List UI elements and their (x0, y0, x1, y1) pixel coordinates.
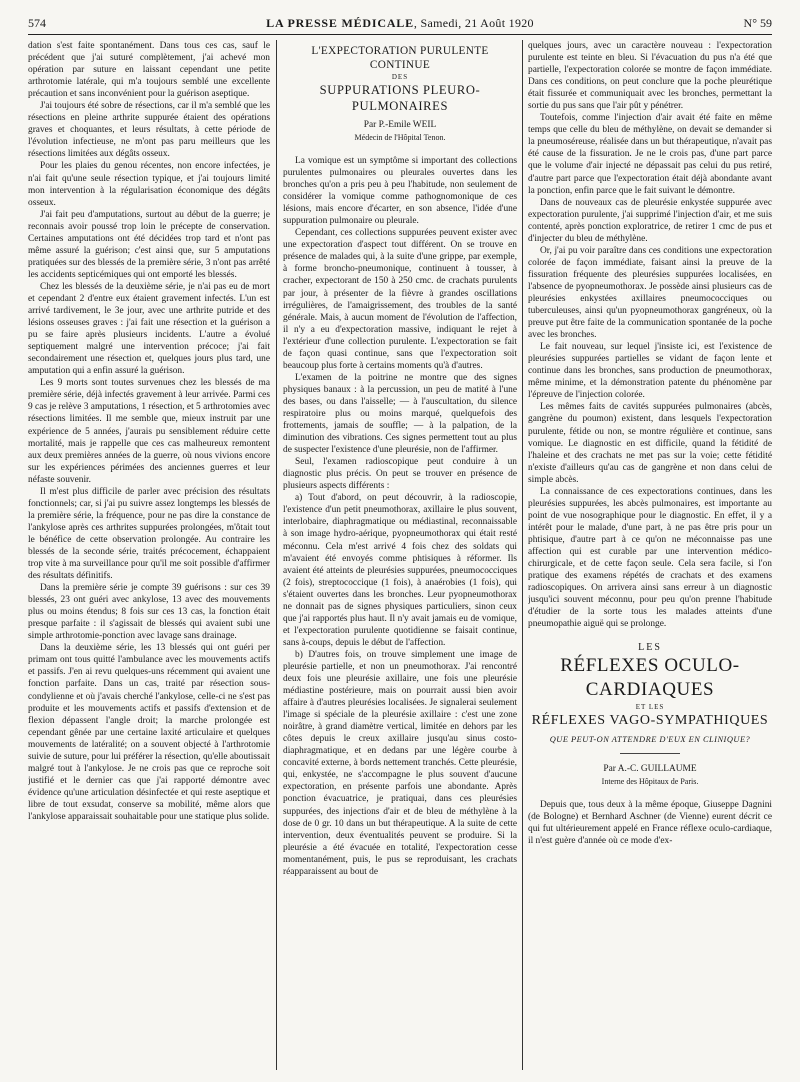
paragraph: Les mêmes faits de cavités suppurées pulmonaires (abcès, gangrène du poumon) existent, dans lesquels l'expectoration purulente, fétide ou non, se montre régulière et continue, sans vomique. Le diagnostic en est difficile, quand la fétidité de l'haleine et des crachats ne met pas sur la voie; cette fétidité n'existe d'ailleurs qu'au cas de gangrène et non dans celui de simple abcès. (528, 402, 772, 485)
paragraph: Les 9 morts sont toutes survenues chez les blessés de ma première série, déjà infectés gravement à leur arrivée. Parmi ces 9 cas je relève 3 amputations, 1 résection, et 5 arthrotomies avec résections limitées. Il me semble que, mieux instruit par une expérience de 5 années, j'aurais pu sensiblement réduire cette mortalité, mais je rappelle que ces cas malheureux remontent aux deux premières années de la guerre, où nous vivions encore sur les expériences périmées des anciennes guerres et leur néfaste souvenir. (28, 378, 270, 485)
paragraph: Cependant, ces collections suppurées peuvent exister avec une expectoration d'aspect tout différent. On se trouve en présence de malades qui, à la suite d'une grippe, par exemple, à forme broncho-pneumonique, continuent à tousser, à cracher, expectorant de 150 à 250 cmc. de crachats purulents par jour, à présenter de la fièvre à grandes oscillations irrégulières, de l'amaigrissement, des troubles de la santé générale. Mais, à aucun moment de l'évolution de l'affection, il n'y a eu d'expectoration massive, indiquant le rejet à l'extérieur d'une collection purulente. L'expectoration se fait de façon quasi continue, sans que l'expectoration soit beaucoup plus forte à certains moments qu'à d'autres. (283, 228, 517, 371)
article-author: Par A.-C. GUILLAUME (603, 764, 697, 775)
article-title: RÉFLEXES OCULO-CARDIAQUES (560, 655, 740, 701)
running-title (28, 14, 772, 32)
page-number: 574 (28, 16, 46, 30)
paragraph: Or, j'ai pu voir paraître dans ces conditions une expectoration colorée de façon immédiate, faisant ainsi la preuve de la fissuration fréquente des pleurésies suppurées localisées, en l'absence de pyopneumothorax. Je possède ainsi plusieurs cas de pleurésies enkystées axillaires pneumococciques ou tuberculeuses, ainsi qu'un pyopneumothorax gangréneux, où la preuve put être faite de la communication spontanée de la poche avec les bronches. (528, 245, 772, 341)
paragraph: Dans la première série je compte 39 guérisons : sur ces 39 blessés, 23 ont guéri avec ankylose, 13 avec des mouvements plus ou moins étendus; 8 fois sur ces 13 cas, la fonction était presque parfaite : il s'agissait de blessés qui avaient subi une simple arthrotomie-ponction avec lavage sans drainage. (28, 583, 270, 642)
paragraph: Il m'est plus difficile de parler avec précision des résultats fonctionnels; car, si j'ai pu suivre assez longtemps les blessés de la première série, la fréquence, pour ne pas dire la constance de l'ankylose après ces arthrites suppurées prolongées, m'ôtait tout le bénéfice de cette observation prolongée. Au contraire les blessés de la seconde série, traités précocement, échappaient trop vite à ma surveillance pour qu'il me soit possible d'affirmer des résultats définitifs. (28, 486, 270, 582)
article-affiliation: Interne des Hôpitaux de Paris. (601, 777, 699, 787)
article-title-connector: ET LES (635, 703, 665, 712)
column-left (28, 40, 270, 1070)
page-header (28, 14, 772, 35)
paragraph: Dans la deuxième série, les 13 blessés qui ont guéri per primam ont tous quitté l'ambulance avec les mouvements actifs et passifs. J'en ai revu quelques-uns récemment qui avaient une fonction parfaite. Dans un cas, traité par résection sous-condylienne et où j'avais cherché l'ankylose, celle-ci ne s'est pas produite et les mouvements actifs et passifs d'extension et de flexion dépassent l'angle droit; la marche prolongée est cependant gênée par une certaine laxité articulaire et quelques mouvements de latéralité; on a souvent objecté à l'arthrotomie suivie de suture, pour lui préférer la résection, qu'elle aboutissait malgré tout à l'ankylose. Je ne crois pas que ce reproche soit justifié et le dernier cas que j'ai rapporté démontre avec évidence qu'une articulation désinfectée et qui reste aseptique et libre de tout exsudat, conserve sa mobilité, même alors que l'ankylose apparaissait souhaitable pour une statique plus solide. (28, 643, 270, 822)
column-rule (522, 40, 523, 1070)
issue-number: N° 59 (743, 16, 772, 30)
paragraph: La connaissance de ces expectorations continues, dans les pleurésies suppurées, les abcès pulmonaires, est importante au point de vue nosographique pour le diagnostic. En effet, il y a intérêt pour le malade, d'une part, à ne pas être pris pour un phtisique, d'autre part à ce qu'on ne méconnaisse pas une affection qui est curable par une intervention médico-chirurgicale, et de cette façon seule. Cela sera facile, si l'on pratique des examens répétés de crachats et des examens radioscopiques. On arrivera ainsi sans erreur à un diagnostic jusqu'ici souvent méconnu, pour peu qu'on prenne l'habitude d'étudier de la sorte tous les malades atteints d'une pneumopathie aiguë qui se prolonge. (528, 486, 772, 630)
journal-title: LA PRESSE MÉDICALE (266, 16, 414, 30)
paragraph: Pour les plaies du genou récentes, non encore infectées, je n'ai fait qu'une seule résection typique, et j'ai toujours limité mon intervention à la régularisation économique des dégâts osseux. (28, 161, 270, 208)
column-rule (276, 40, 277, 1070)
paragraph: Le fait nouveau, sur lequel j'insiste ici, est l'existence de pleurésies suppurées partielles se vidant de façon lente et continue dans les bronches, sans production de pneumothorax, même minime, et la démonstration patente du phénomène par l'épreuve de l'injection colorée. (528, 342, 772, 401)
paragraph: J'ai fait peu d'amputations, surtout au début de la guerre; je reconnais avoir poussé trop loin le précepte de conservation. Certaines amputations ont été décidées trop tard et n'ont pas même assuré la guérison; c'est ainsi que, sur 5 amputations pratiquées sur des blessés de la première série, 3 n'ont pas arrêté les accidents septicémiques qui ont emporté les blessés. (28, 209, 270, 280)
column-right (528, 40, 772, 1070)
paragraph: Toutefois, comme l'injection d'air avait été faite en même temps que celle du bleu de méthylène, on devait se demander si la pneumoséreuse, réalisée dans un but thérapeutique, n'avait pas été cause de la fissuration. Je ne le crois pas, d'une part parce que le volume d'air injecté ne dépassait pas celui du pus retiré, d'autre part parce que l'expectoration était déjà abondante avant la ponction, enfin parce que le fait suivant le démontre. (528, 113, 772, 196)
paragraph: J'ai toujours été sobre de résections, car il m'a semblé que les résections en pleine arthrite suppurée étaient des opérations graves et choquantes, et leurs résultats, à cette période de l'évolution infectieuse, ne m'ont pas paru meilleurs que les résections limitées aux dégâts osseux. (28, 101, 270, 160)
paragraph: Dans de nouveaux cas de pleurésie enkystée suppurée avec expectoration purulente, j'ai supprimé l'injection d'air, et me suis contenté, après ponction exploratrice, de retirer 1 cmc de pus et d'injecter du bleu de méthylène. (528, 197, 772, 244)
article-title-prefix: LES (638, 642, 662, 654)
article-author: Par P.-Emile WEIL (363, 120, 437, 130)
article-title: SUPPURATIONS PLEURO-PULMONAIRES (319, 83, 481, 113)
divider (620, 753, 680, 754)
paragraph: La vomique est un symptôme si important des collections purulentes pulmonaires ou pleurales ouvertes dans les bronches qu'on a pris peu à peu l'habitude, non seulement de considérer la vomique comme pathognomonique de ces lésions, mais encore d'écarter, en son absence, l'idée d'une suppuration pulmonaire ou pleurale. (283, 156, 517, 227)
article-title-connector: DES (391, 73, 409, 81)
article-title: RÉFLEXES VAGO-SYMPATHIQUES (531, 713, 769, 729)
article-affiliation: Médecin de l'Hôpital Tenon. (354, 133, 446, 142)
paragraph: a) Tout d'abord, on peut découvrir, à la radioscopie, l'existence d'un petit pneumothorax, axillaire le plus souvent, interlobaire, diaphragmatique ou médiastinal, reconnaissable à son image hydro-aérique, pyopneumothorax qui était resté méconnu. Cela m'est arrivé 4 fois chez des soldats qui m'avaient été envoyés comme phtisiques à réformer. Ils avaient été atteints de pleurésies suppurées, pneumococciques (2 fois), streptococcique (1 fois), à anaérobies (1 fois), qui s'étaient ouvertes dans les bronches. Leur pyopneumothorax ne donnait pas de signes physiques particuliers, sinon ceux que j'ai rapportés plus haut. Il n'y avait jamais eu de vomique, et l'expectoration purulente quotidienne se faisait continue, sans à-coups, depuis le début de l'affection. (283, 493, 517, 648)
paragraph: quelques jours, avec un caractère nouveau : l'expectoration purulente est teinte en bleu. Si l'évacuation du pus n'a été que partielle, l'expectoration colorée se montre de façon immédiate. Dans ces conditions, on peut conclure que la poche pleurétique était fissurée et communiquait avec les bronches, permettant la sortie du pus sans que l'air pût y pénétrer. (528, 41, 772, 112)
paragraph: Depuis que, tous deux à la même époque, Giuseppe Dagnini (de Bologne) et Bernhard Aschner (de Vienne) eurent décrit ce qui fut ultérieurement appelé en France réflexe oculo-cardiaque, il n'est guère d'année où ce mode d'ex- (528, 800, 772, 847)
article-subtitle: QUE PEUT-ON ATTENDRE D'EUX EN CLINIQUE? (549, 735, 751, 745)
paragraph: Seul, l'examen radioscopique peut conduire à un diagnostic plus précis. On peut se trouver en présence de plusieurs aspects différents : (283, 457, 517, 492)
paragraph: b) D'autres fois, on trouve simplement une image de pleurésie partielle, et non un pneumothorax. J'ai rencontré deux fois une pleurésie axillaire, une fois une pleurésie médiastine postérieure, mais on pourrait aussi bien avoir affaire à d'autres pleurésies localisées. Je signalerai seulement l'image si spéciale de la pleurésie axillaire : c'est une zone noirâtre, à grand diamètre vertical, limitée en dehors par les côtes depuis le creux axillaire jusqu'au sinus costo-diaphragmatique, et en dedans par une légère courbe à concavité externe, à bords nettement tranchés. Cette pleurésie, qui, enkystée, ne s'accompagne le plus souvent d'aucune expectoration, en présente parfois une abondante. Après ponction évacuatrice, je pratiquai, dans ces pleurésies suppurées, des injections d'air et de bleu de méthylène à la dose de 0 gr. 10 dans un but thérapeutique. A la suite de cette intervention, deux éventualités peuvent se produire. Si la pleurésie a été évacuée en totalité, l'expectoration cesse momentanément, puis, le pus se reproduisant, les crachats réapparaissent au bout de (283, 649, 517, 877)
column-middle (283, 40, 517, 1070)
paragraph: L'examen de la poitrine ne montre que des signes physiques banaux : à la percussion, un peu de matité à l'une des bases, ou dans l'aisselle; — à l'auscultation, du silence respiratoire plus ou moins marqué, quelquefois des frottements, jamais de souffle; — à la palpation, de la diminution des vibrations. Ces signes permettent tout au plus de suspecter l'existence d'une pleurésie, non de l'affirmer. (283, 372, 517, 456)
paragraph: dation s'est faite spontanément. Dans tous ces cas, sauf le précédent que j'ai suturé complètement, j'ai achevé mon opération par suture en laissant cependant une petite arthrotomie latérale, qui m'a toujours semblé une excellente précaution et sans inconvénient pour la guérison aseptique. (28, 41, 270, 100)
issue-date: , Samedi, 21 Août 1920 (413, 16, 534, 30)
article-title: L'EXPECTORATION PURULENTE CONTINUE (311, 45, 489, 71)
paragraph: Chez les blessés de la deuxième série, je n'ai pas eu de mort et cependant 2 d'entre eux étaient gravement infectés. L'un est arrivé tardivement, le 3e jour, avec une arthrite putride et des lésions osseuses graves : j'ai fait une résection et la guérison a pu se faire après plusieurs incidents. L'autre a évolué septiquement malgré une intervention précoce; j'ai fait secondairement une résection et, quelques jours plus tard, une amputation qui a enfin assuré la guérison. (28, 281, 270, 377)
